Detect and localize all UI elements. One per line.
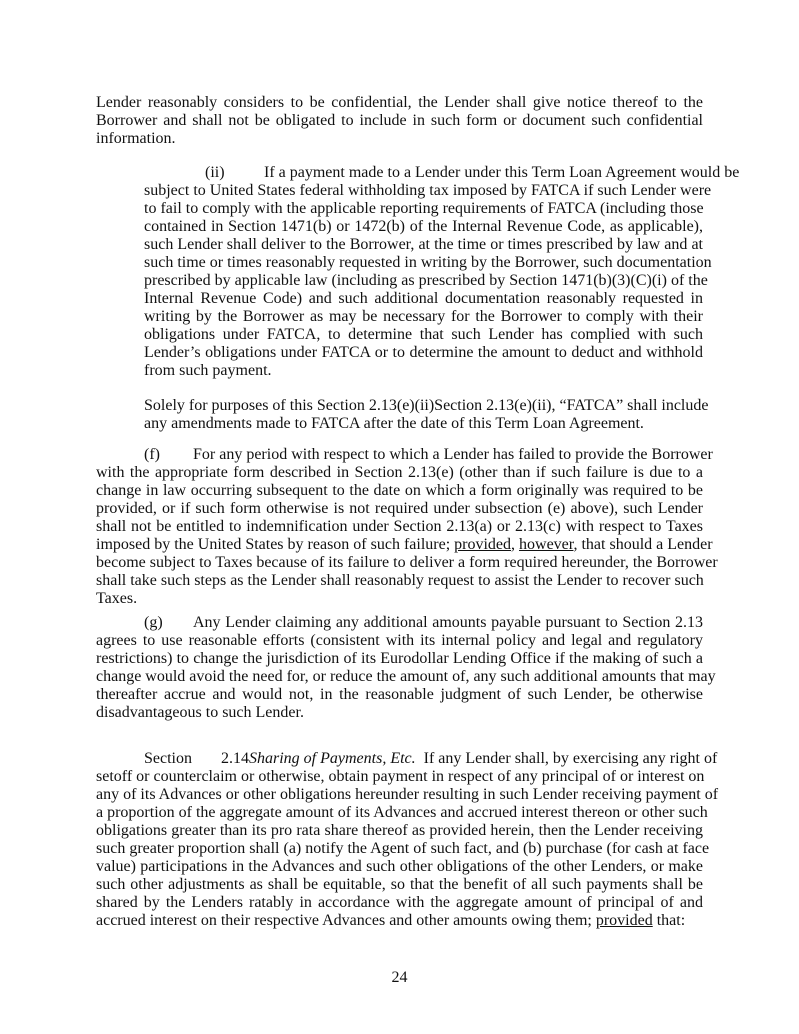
line-text: such time or times reasonably requested in writing by the Borrower, such documentation (144, 254, 712, 271)
line-text: from such payment. (144, 362, 272, 379)
text-line (96, 858, 703, 876)
text-line (144, 164, 740, 182)
paragraph-label: (f) (144, 446, 160, 463)
line-text: Any Lender claiming any additional amounts payable pursuant to Section 2.13 (193, 614, 703, 631)
line-text: thereafter accrue and would not, in the reasonable judgment of such Lender, be otherwise (96, 686, 703, 703)
text-line (144, 344, 703, 362)
text-line (144, 326, 703, 344)
text-line (144, 254, 712, 272)
text-line (96, 554, 718, 572)
line-text: restrictions) to change the jurisdiction of its Eurodollar Lending Office if the making of such a (96, 650, 703, 667)
text-line (144, 415, 703, 433)
line-text: any of its Advances or other obligations hereunder resulting in such Lender receiving payment of (96, 786, 719, 803)
text-segment: If any Lender shall, by exercising any right of (415, 750, 718, 767)
underlined-term: provided (454, 536, 512, 553)
paragraph-clause-g (96, 614, 716, 722)
text-line (96, 686, 703, 704)
line-text: any amendments made to FATCA after the date of this Term Loan Agreement. (144, 415, 644, 432)
text-line (96, 590, 703, 608)
line-text: contained in Section 1471(b) or 1472(b) of the Internal Revenue Code, as applicable), (144, 218, 703, 235)
line-text: change in law occurring subsequent to the date on which a form originally was required to be (96, 482, 703, 499)
line-text: setoff or counterclaim or otherwise, obtain payment in respect of any principal of or interest on (96, 768, 705, 785)
underlined-term: provided (595, 912, 653, 929)
text-line (96, 482, 703, 500)
text-line (96, 632, 703, 650)
text-line (96, 518, 703, 536)
line-text: Solely for purposes of this Section 2.13(e)(ii)Section 2.13(e)(ii), “FATCA” shall include (144, 397, 709, 414)
paragraph-clause-e-ii (144, 164, 740, 380)
text-line (96, 130, 703, 148)
line-text: change would avoid the need for, or reduce the amount of, any such additional amounts that may (96, 668, 716, 685)
text-line (96, 446, 713, 464)
line-text: For any period with respect to which a Lender has failed to provide the Borrower (193, 446, 713, 463)
text-line (96, 894, 703, 912)
line-text: obligations greater than its pro rata share thereof as provided herein, then the Lender receiving (96, 822, 703, 839)
line-text: prescribed by applicable law (including as prescribed by Section 1471(b)(3)(C)(i) of the (144, 272, 708, 289)
text-line (96, 668, 716, 686)
line-text: Borrower and shall not be obligated to include in such form or document such confidential (96, 112, 703, 129)
text-segment: , (511, 536, 520, 553)
line-text: shall take such steps as the Lender shall reasonably request to assist the Lender to recover such (96, 572, 704, 589)
text-line (96, 112, 703, 130)
text-line (96, 536, 713, 554)
paragraph-carryover (96, 94, 703, 148)
text-line (96, 750, 718, 768)
page-number: 24 (391, 969, 408, 986)
line-text: to fail to comply with the applicable reporting requirements of FATCA (including those (144, 200, 704, 217)
text-line (96, 614, 703, 632)
paragraph-label: Section 2.14 (144, 750, 249, 767)
line-text: obligations under FATCA, to determine that such Lender has complied with such (144, 326, 703, 343)
text-line (144, 362, 703, 380)
line-text: information. (96, 130, 176, 147)
underlined-term: however (519, 536, 574, 553)
line-text: shall not be entitled to indemnification under Section 2.13(a) or 2.13(c) with respect to Taxes (96, 518, 703, 535)
line-text: provided, or if such form otherwise is not required under subsection (e) above), such Lender (96, 500, 703, 517)
line-text: value) participations in the Advances and such other obligations of the other Lenders, or make (96, 858, 703, 875)
paragraph-label: (g) (144, 614, 163, 631)
text-line (96, 876, 703, 894)
text-line (96, 94, 703, 112)
text-line (144, 236, 703, 254)
text-segment: that: (652, 912, 686, 929)
line-text: agrees to use reasonable efforts (consistent with its internal policy and legal and regulatory (96, 632, 703, 649)
text-line (96, 804, 708, 822)
line-text: such other adjustments as shall be equitable, so that the benefit of all such payments shall be (96, 876, 703, 893)
line-text: Internal Revenue Code) and such additional documentation reasonably requested in (144, 290, 703, 307)
line-text: such greater proportion shall (a) notify the Agent of such fact, and (b) purchase (for cash at face (96, 840, 710, 857)
paragraph-section-2-14 (96, 750, 719, 930)
text-line (144, 272, 708, 290)
text-line (144, 290, 703, 308)
text-line (144, 200, 703, 218)
paragraph-clause-f (96, 446, 718, 608)
text-line (144, 397, 709, 415)
text-line (144, 182, 712, 200)
text-segment: , that should a Lender (573, 536, 713, 553)
text-line (96, 768, 703, 786)
text-line (96, 572, 703, 590)
text-segment: accrued interest on their respective Advances and other amounts owing them; (96, 912, 596, 929)
line-text: become subject to Taxes because of its failure to deliver a form required hereunder, the Borrower (96, 554, 718, 571)
line-text: Taxes. (96, 590, 138, 607)
line-text: writing by the Borrower as may be necessary for the Borrower to comply with their (144, 308, 703, 325)
line-text: subject to United States federal withholding tax imposed by FATCA if such Lender were (144, 182, 712, 199)
paragraph-fatca-definition (144, 397, 709, 433)
text-line (96, 650, 703, 668)
line-text: Lender’s obligations under FATCA or to determine the amount to deduct and withhold (144, 344, 703, 361)
text-line (96, 822, 703, 840)
section-heading: Sharing of Payments, Etc. (249, 750, 416, 767)
line-text: with the appropriate form described in Section 2.13(e) (other than if such failure is due to a (96, 464, 703, 481)
text-segment: imposed by the United States by reason of such failure; (96, 536, 455, 553)
text-line (96, 786, 719, 804)
paragraph-label: (ii) (205, 164, 225, 181)
text-line (96, 464, 703, 482)
text-line (96, 704, 703, 722)
line-text: disadvantageous to such Lender. (96, 704, 304, 721)
line-text: a proportion of the aggregate amount of its Advances and accrued interest thereon or other such (96, 804, 708, 821)
line-text: Lender reasonably considers to be confidential, the Lender shall give notice thereof to the (96, 94, 703, 111)
text-line (96, 840, 710, 858)
text-line (144, 308, 703, 326)
line-text: shared by the Lenders ratably in accordance with the aggregate amount of principal of and (96, 894, 703, 911)
text-line (144, 218, 703, 236)
text-line (96, 500, 703, 518)
line-text: If a payment made to a Lender under this Term Loan Agreement would be (264, 164, 740, 181)
line-text: such Lender shall deliver to the Borrower, at the time or times prescribed by law and at (144, 236, 703, 253)
text-line (96, 912, 703, 930)
